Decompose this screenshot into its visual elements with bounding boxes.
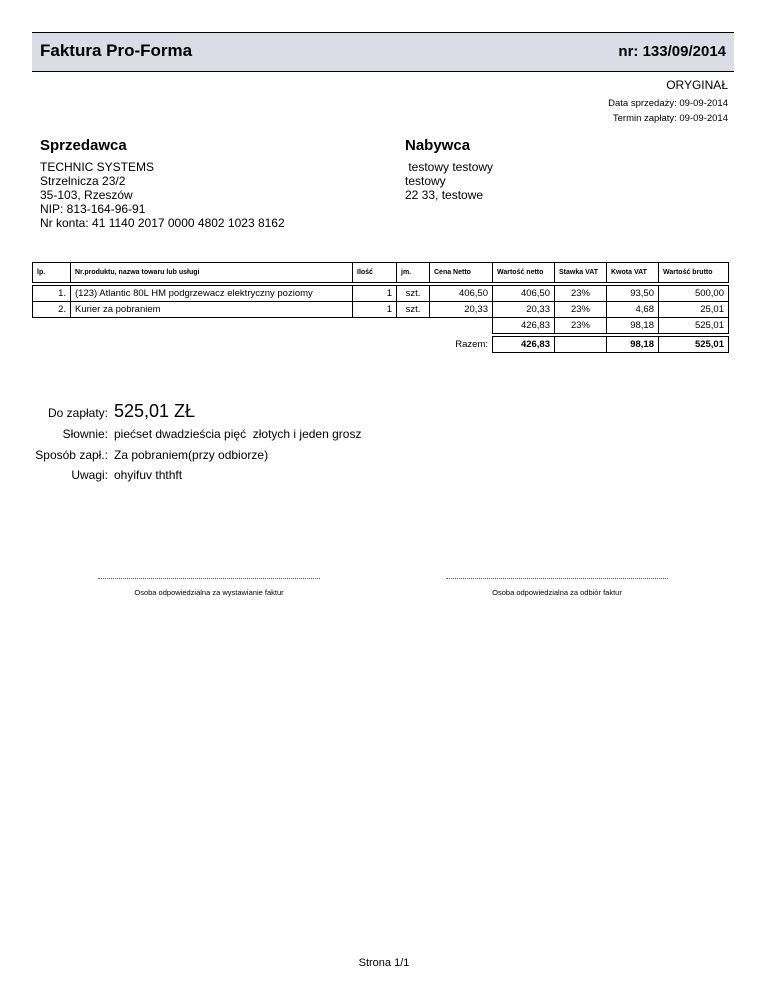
col-header-gross-value: Wartość brutto xyxy=(659,263,729,283)
total-row xyxy=(33,337,729,353)
row-vat-amount: 4,68 xyxy=(607,302,659,318)
seller-block xyxy=(40,137,285,230)
invoice-title: Faktura Pro-Forma xyxy=(40,41,193,60)
row-product: (123) Atlantic 80L HM podgrzewacz elektryczny poziomy xyxy=(71,286,353,302)
row-net-value: 406,50 xyxy=(493,286,555,302)
invoice-header-band xyxy=(32,32,734,72)
row-gross-value: 500,00 xyxy=(659,286,729,302)
row-vat-rate: 23% xyxy=(555,302,607,318)
seller-street: Strzelnicza 23/2 xyxy=(40,174,126,188)
row-vat-amount: 93,50 xyxy=(607,286,659,302)
seller-account: Nr konta: 41 1140 2017 0000 4802 1023 8162 xyxy=(40,216,285,230)
vat-summary-net-value: 426,83 xyxy=(493,318,555,334)
sale-date: Data sprzedaży: 09-09-2014 xyxy=(608,98,728,109)
row-qty: 1 xyxy=(353,302,397,318)
payment-due-date: Termin zapłaty: 09-09-2014 xyxy=(612,113,728,124)
seller-heading: Sprzedawca xyxy=(40,137,127,154)
issuer-signature-line xyxy=(98,578,320,579)
receiver-signature-caption: Osoba odpowiedzialna za odbiór faktur xyxy=(492,588,622,597)
amount-in-words-value: piećset dwadzieścia pięć złotych i jeden grosz xyxy=(114,427,362,441)
invoice-number: nr: 133/09/2014 xyxy=(618,43,726,60)
row-net-value: 20,33 xyxy=(493,302,555,318)
col-header-vat-amount: Kwota VAT xyxy=(607,263,659,283)
row-vat-rate: 23% xyxy=(555,286,607,302)
buyer-line2: testowy xyxy=(405,174,446,188)
items-table xyxy=(32,262,729,353)
table-row xyxy=(33,302,729,318)
col-header-net-value: Wartość netto xyxy=(493,263,555,283)
col-header-unit: jm. xyxy=(397,263,430,283)
seller-city: 35-103, Rzeszów xyxy=(40,188,133,202)
row-net-price: 406,50 xyxy=(430,286,493,302)
payment-method-label: Sposób zapł.: xyxy=(35,448,108,462)
row-product: Kurier za pobraniem xyxy=(71,302,353,318)
row-unit: szt. xyxy=(397,286,430,302)
row-gross-value: 25,01 xyxy=(659,302,729,318)
total-net-value: 426,83 xyxy=(493,337,555,353)
table-row xyxy=(33,286,729,302)
total-gross-value: 525,01 xyxy=(659,337,729,353)
buyer-block xyxy=(405,137,493,202)
receiver-signature-line xyxy=(446,578,668,579)
row-lp: 2. xyxy=(33,302,71,318)
col-header-net-price: Cena Netto xyxy=(430,263,493,283)
amount-due-label: Do zapłaty: xyxy=(47,406,108,420)
vat-summary-gross-value: 525,01 xyxy=(659,318,729,334)
total-vat-amount: 98,18 xyxy=(607,337,659,353)
col-header-lp: lp. xyxy=(33,263,71,283)
amount-due-value: 525,01 ZŁ xyxy=(114,401,196,421)
buyer-name: testowy testowy xyxy=(405,160,494,174)
col-header-qty: Ilość xyxy=(353,263,397,283)
table-header-row xyxy=(33,263,729,283)
seller-nip: NIP: 813-164-96-91 xyxy=(40,202,146,216)
col-header-vat-rate: Stawka VAT xyxy=(555,263,607,283)
buyer-city: 22 33, testowe xyxy=(405,188,484,202)
vat-summary-amount: 98,18 xyxy=(607,318,659,334)
buyer-heading: Nabywca xyxy=(405,137,471,154)
seller-name: TECHNIC SYSTEMS xyxy=(40,160,155,174)
total-label: Razem: xyxy=(455,339,488,350)
payment-method-value: Za pobraniem(przy odbiorze) xyxy=(114,448,269,462)
page-number: Strona 1/1 xyxy=(358,957,410,969)
notes-value: ohyifuv ththft xyxy=(114,468,183,482)
notes-label: Uwagi: xyxy=(71,468,108,482)
row-unit: szt. xyxy=(397,302,430,318)
vat-summary-rate: 23% xyxy=(555,318,607,334)
issuer-signature-caption: Osoba odpowiedzialna za wystawianie faktur xyxy=(134,588,284,597)
amount-in-words-label: Słownie: xyxy=(62,427,108,441)
col-header-product: Nr.produktu, nazwa towaru lub usługi xyxy=(71,263,353,283)
copy-label: ORYGINAŁ xyxy=(666,78,728,92)
row-qty: 1 xyxy=(353,286,397,302)
row-net-price: 20,33 xyxy=(430,302,493,318)
row-lp: 1. xyxy=(33,286,71,302)
vat-summary-row xyxy=(33,318,729,334)
